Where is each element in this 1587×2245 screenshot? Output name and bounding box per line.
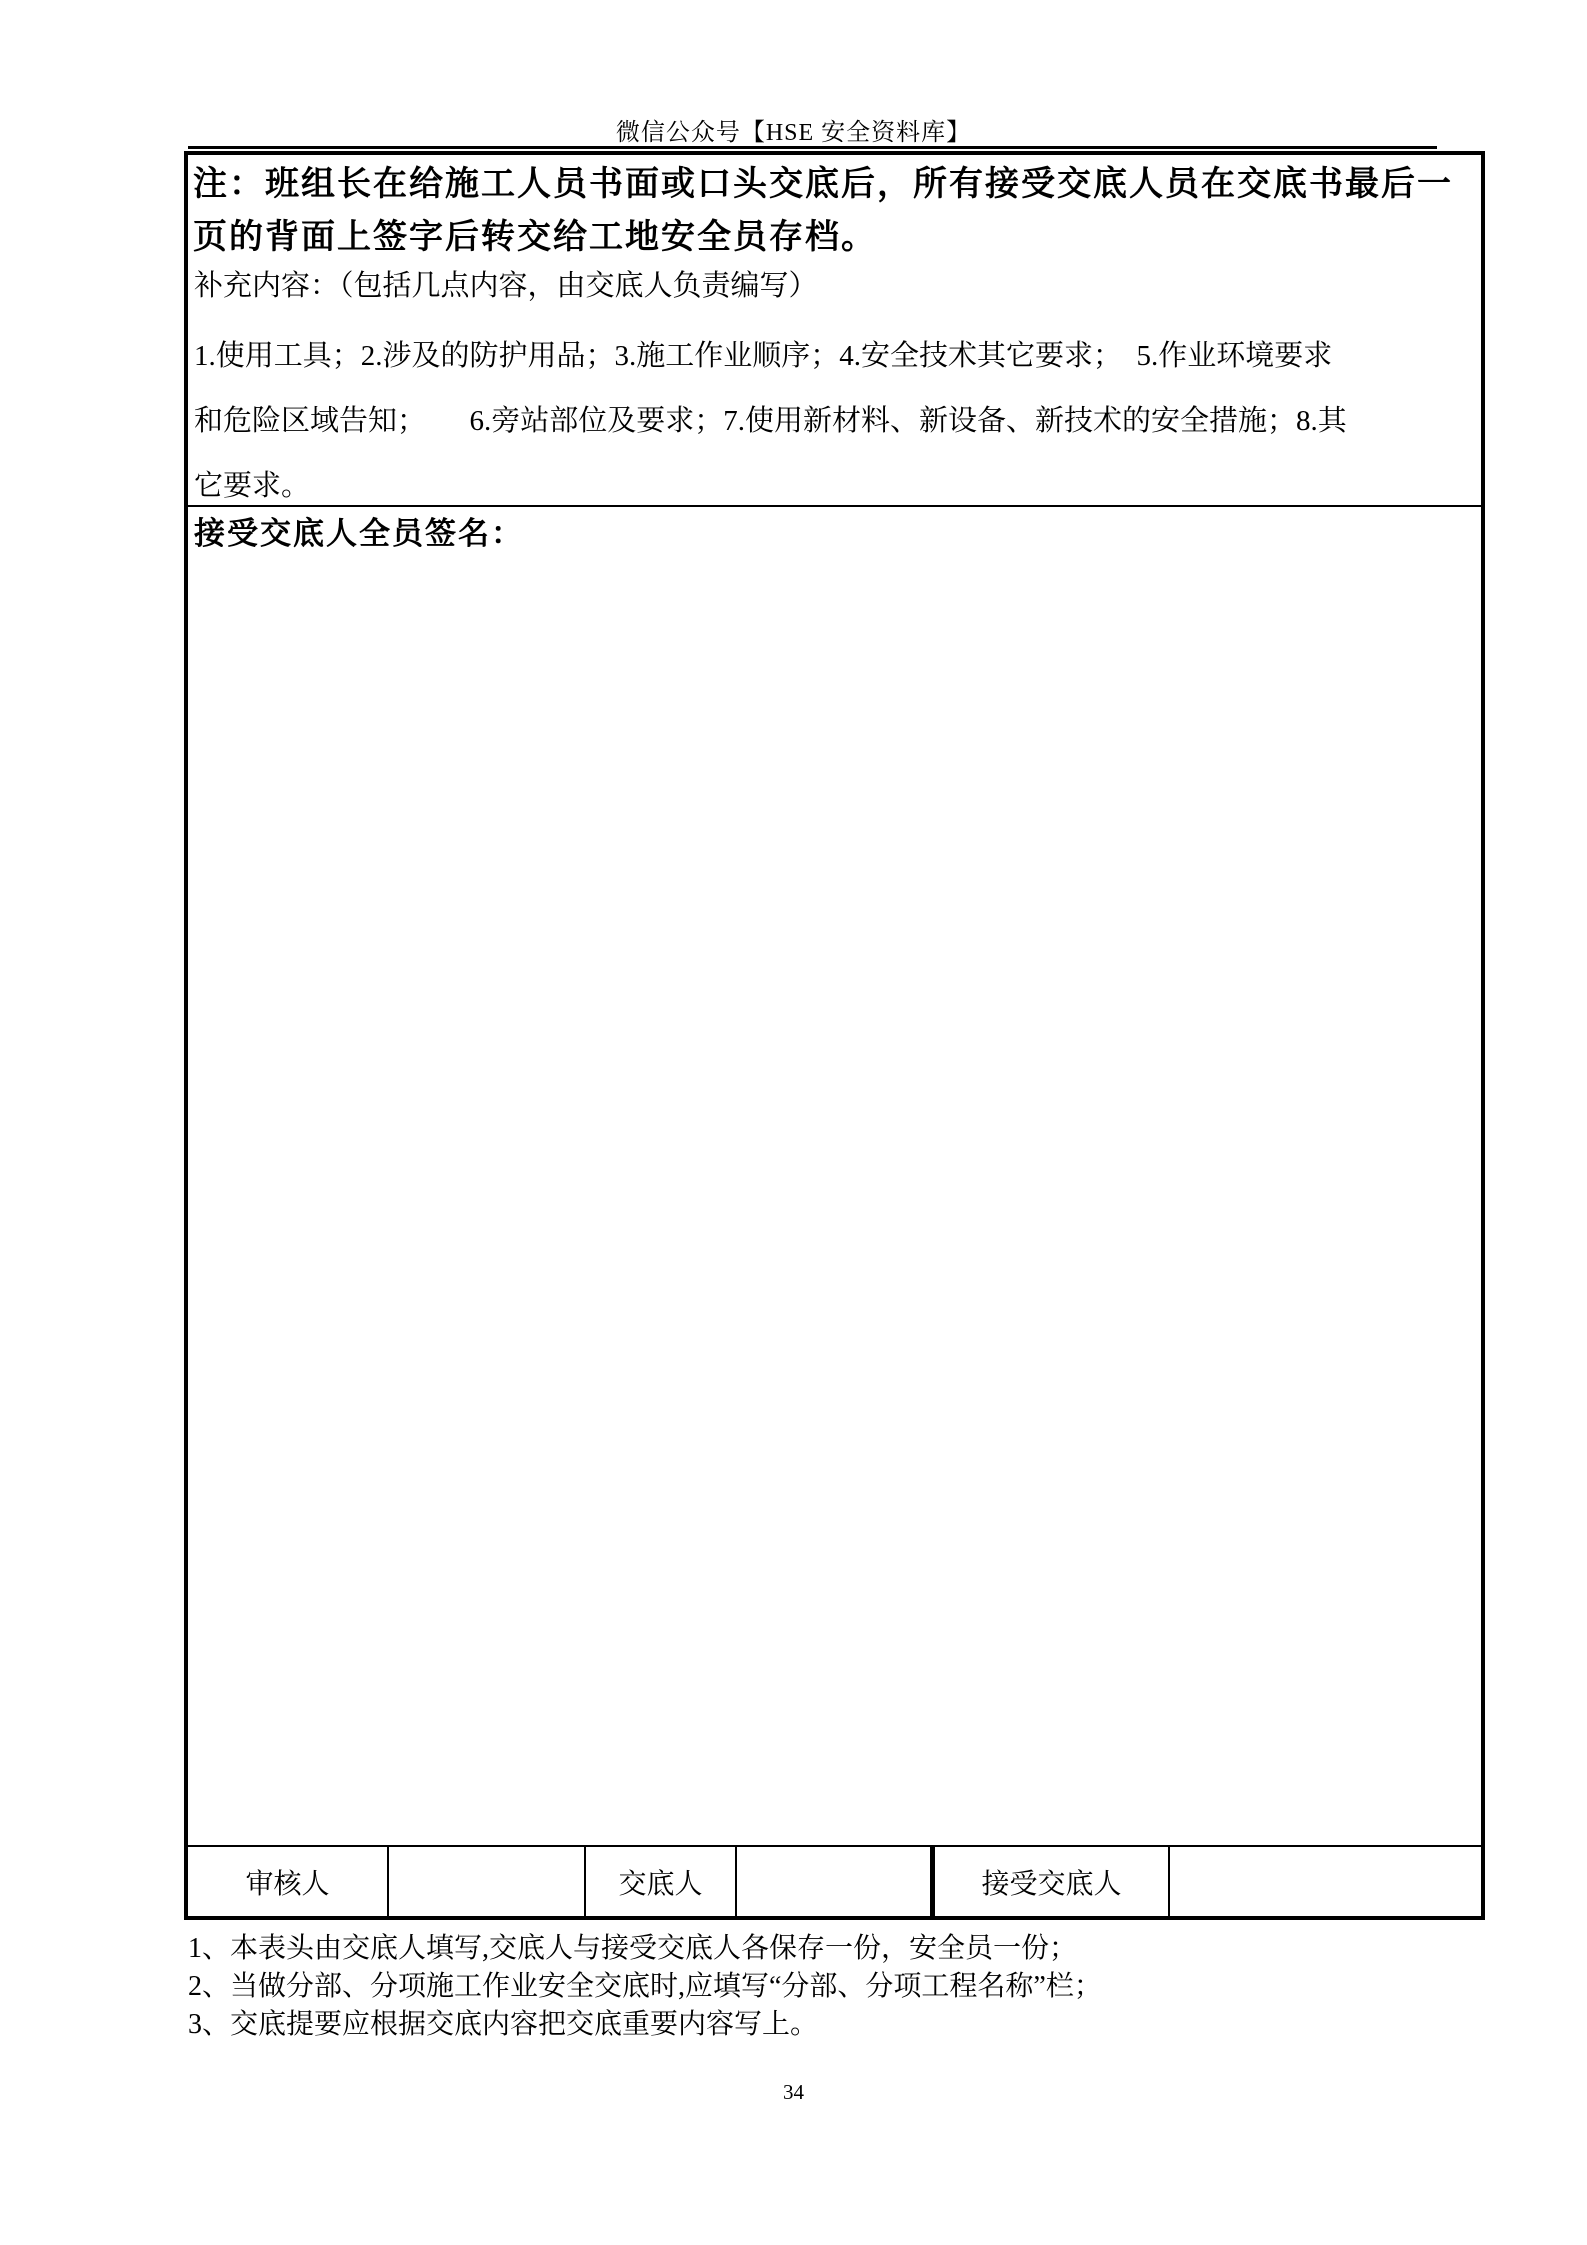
note-paragraph [193, 158, 1476, 264]
supplement-item-line-3: 它要求。 [194, 470, 311, 502]
approval-row [188, 1845, 1481, 1916]
discloser-label-cell: 交底人 [584, 1847, 735, 1916]
footnotes [188, 1930, 1448, 2044]
signature-blank-area [188, 557, 1481, 1845]
reviewer-label-cell: 审核人 [245, 1868, 330, 1900]
footnote-3: 3、交底提要应根据交底内容把交底重要内容写上。 [188, 2009, 819, 2040]
supplement-items [194, 324, 1477, 519]
footnote-2: 2、当做分部、分项施工作业安全交底时,应填写“分部、分项工程名称”栏； [188, 1971, 1102, 2002]
reviewer-value-cell [387, 1847, 584, 1916]
receiver-label-cell: 接受交底人 [930, 1847, 1168, 1916]
page-number: 34 [783, 2080, 804, 2104]
discloser-value-cell [735, 1847, 930, 1916]
supplement-item-line-1: 1.使用工具；2.涉及的防护用品；3.施工作业顺序；4.安全技术其它要求； 5.作业环境要求 [194, 340, 1333, 372]
receiver-value-cell [1168, 1847, 1481, 1916]
page-header-text: 微信公众号【HSE 安全资料库】 [615, 120, 972, 146]
supplement-title: 补充内容：（包括几点内容，由交底人负责编写） [194, 270, 818, 302]
section-divider [188, 505, 1481, 507]
footnote-1: 1、本表头由交底人填写,交底人与接受交底人各保存一份，安全员一份； [188, 1933, 1078, 1964]
note-line-1: 注：班组长在给施工人员书面或口头交底后，所有接受交底人员在交底书最后一 [193, 166, 1453, 203]
note-line-2: 页的背面上签字后转交给工地安全员存档。 [193, 219, 877, 256]
supplement-item-line-2: 和危险区域告知； 6.旁站部位及要求；7.使用新材料、新设备、新技术的安全措施；8.其 [194, 405, 1347, 437]
disclosure-form-box [184, 151, 1485, 1920]
header-underline [188, 146, 1437, 149]
signature-section-label: 接受交底人全员签名： [194, 516, 524, 551]
